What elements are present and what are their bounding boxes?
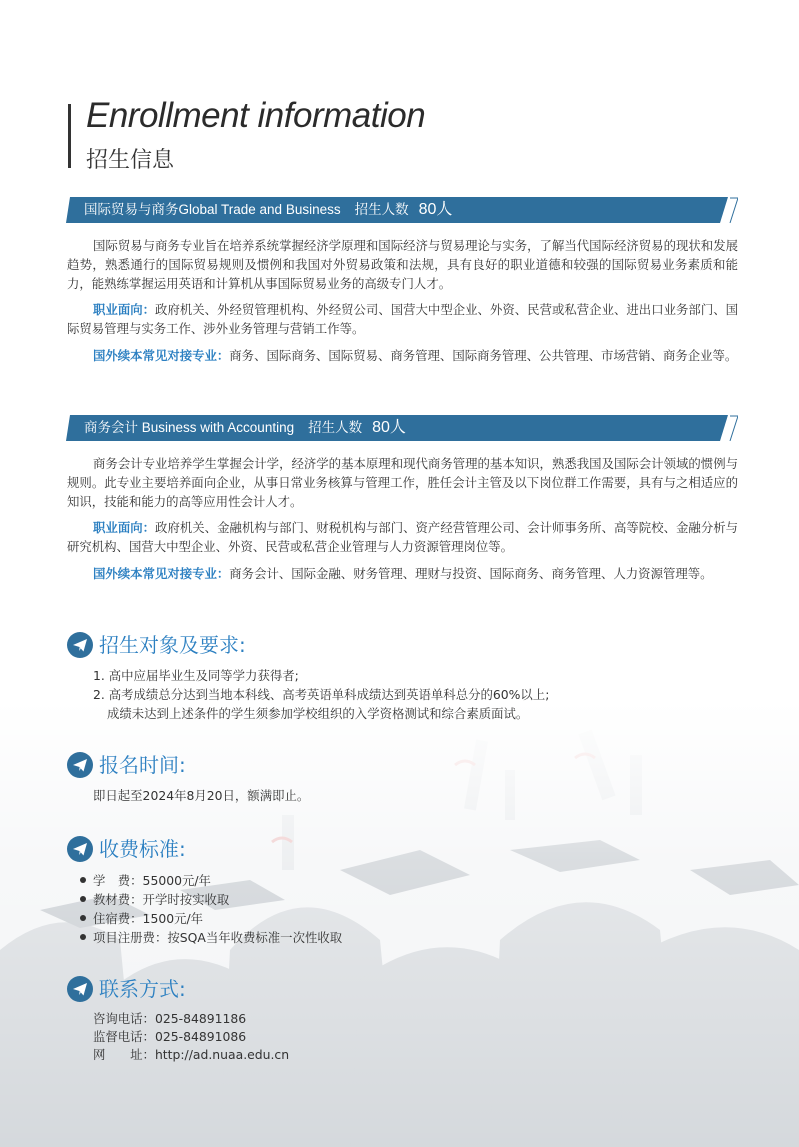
paper-plane-icon xyxy=(67,976,93,1002)
section-title: 收费标准: xyxy=(99,837,186,861)
fee-item: 学 费：55000元/年 xyxy=(93,873,211,888)
page-title-en: Enrollment information xyxy=(86,96,426,135)
contact-phone: 咨询电话：025-84891186 xyxy=(93,1011,247,1026)
capacity-label: 招生人数 xyxy=(308,420,363,435)
capacity-value: 80人 xyxy=(418,201,453,218)
capacity-value: 80人 xyxy=(372,419,406,436)
paper-plane-icon xyxy=(67,632,93,658)
section-title: 联系方式: xyxy=(99,977,186,1001)
program-majors: 国外续本常见对接专业：商务会计、国际金融、财务管理、理财与投资、国际商务、商务管理、人力资源管理等。 xyxy=(93,566,713,581)
program-intro: 国际贸易与商务专业旨在培养系统掌握经济学原理和国际经济与贸易理论与实务，了解当代国际经济贸易的现状和发展趋势，熟悉通行的国际贸易规则及惯例和我国对外贸易政策和法规，具有良好的职业道德和较强的国际贸易业务素质和能力，能熟练掌握运用英语和计算机从事国际贸易业务的高级专门人才。 xyxy=(67,238,738,291)
section-title: 招生对象及要求: xyxy=(99,633,246,657)
career-label: 职业面向： xyxy=(93,302,156,317)
fee-item: 住宿费：1500元/年 xyxy=(93,911,204,926)
section-title: 报名时间: xyxy=(99,753,186,777)
career-label: 职业面向： xyxy=(93,520,156,535)
requirement-note: 成绩未达到上述条件的学生须参加学校组织的入学资格测试和综合素质面试。 xyxy=(107,706,529,721)
majors-label: 国外续本常见对接专业： xyxy=(93,566,230,581)
registration-text: 即日起至2024年8月20日，额满即止。 xyxy=(93,788,310,803)
requirement-item: 2. 高考成绩总分达到当地本科线、高考英语单科成绩达到英语单科总分的60%以上; xyxy=(93,687,550,702)
program-intro: 商务会计专业培养学生掌握会计学，经济学的基本原理和现代商务管理的基本知识，熟悉我国及国际会计领域的惯例与规则。此专业主要培养面向企业，从事日常业务核算与管理工作，胜任会计主管及以下岗位群工作需要，具有与之相适应的知识，技能和能力的高等应用性会计人才。 xyxy=(67,456,738,509)
bullet-dot xyxy=(80,934,86,940)
program-banner-accounting xyxy=(66,415,738,441)
fee-item: 教材费：开学时按实收取 xyxy=(93,892,230,907)
bullet-dot xyxy=(80,896,86,902)
requirement-item: 1. 高中应届毕业生及同等学力获得者; xyxy=(93,668,299,683)
contact-website-link[interactable]: 网 址：http://ad.nuaa.edu.cn xyxy=(93,1047,290,1062)
program-career: 职业面向：政府机关、外经贸管理机构、外经贸公司、国营大中型企业、外资、民营或私营企业、进出口业务部门、国际贸易管理与实务工作、涉外业务管理与营销工作等。 xyxy=(67,302,739,336)
majors-label: 国外续本常见对接专业： xyxy=(93,348,230,363)
page-title-cn: 招生信息 xyxy=(86,148,175,173)
title-accent-bar xyxy=(68,104,71,168)
contact-supervise-phone: 监督电话：025-84891086 xyxy=(93,1029,247,1044)
capacity-label: 招生人数 xyxy=(354,202,409,217)
fee-item: 项目注册费：按SQA当年收费标准一次性收取 xyxy=(93,930,343,945)
program-career: 职业面向：政府机关、金融机构与部门、财税机构与部门、资产经营管理公司、会计师事务所、高等院校、金融分析与研究机构、国营大中型企业、外资、民营或私营企业管理与人力资源管理岗位等。 xyxy=(67,520,739,554)
bullet-dot xyxy=(80,877,86,883)
program-name: 商务会计 Business with Accounting xyxy=(84,420,295,435)
bullet-dot xyxy=(80,915,86,921)
program-banner-trade xyxy=(66,197,738,223)
program-majors: 国外续本常见对接专业：商务、国际商务、国际贸易、商务管理、国际商务管理、公共管理、市场营销、商务企业等。 xyxy=(93,348,738,363)
paper-plane-icon xyxy=(67,752,93,778)
paper-plane-icon xyxy=(67,836,93,862)
program-name: 国际贸易与商务Global Trade and Business xyxy=(84,202,341,217)
